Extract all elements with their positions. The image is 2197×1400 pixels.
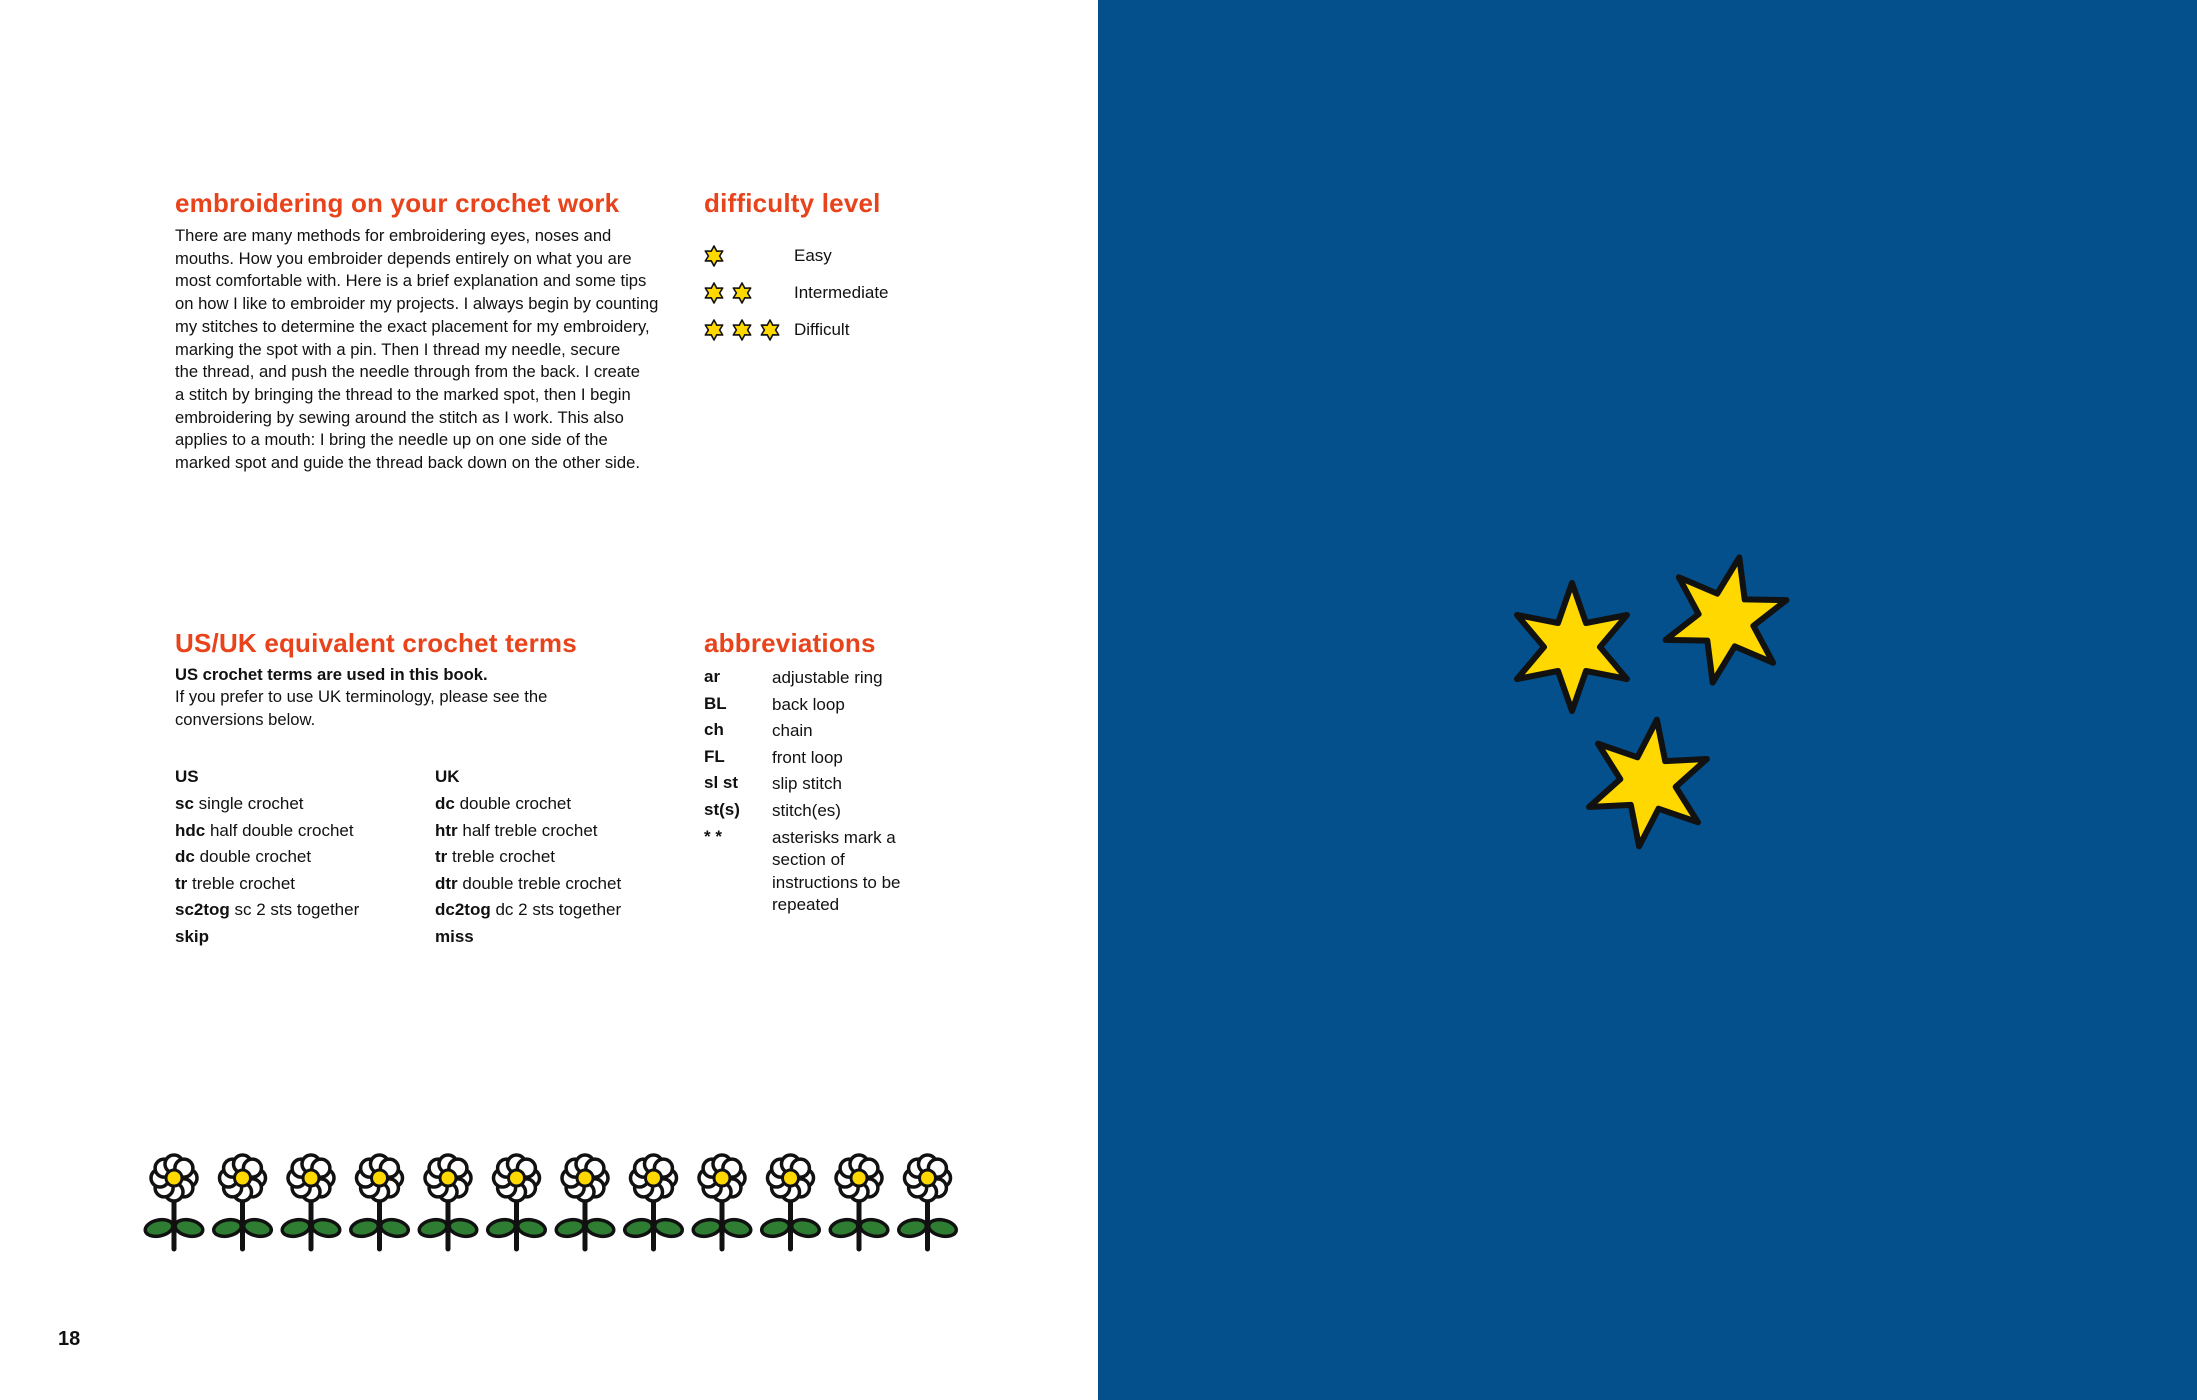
star-icon (701, 280, 727, 306)
term-description: sc 2 sts together (229, 900, 360, 920)
us-terms-column (175, 767, 359, 954)
uk-term-row (435, 821, 621, 848)
abbreviation-row (704, 800, 902, 827)
abbreviations-list (704, 667, 902, 917)
term-code: sc2tog (175, 900, 230, 920)
abbreviation-definition: chain (772, 721, 813, 741)
embroidering-body: There are many methods for embroidering eyes, noses and mouths. How you embroider depends entirely on what you are most comfortable with. Here is a brief explanation and some tips on how I like to embroider my projects. I always begin by counting my stitches to determine the exact placement for my embroidery, marking the spot with a pin. Then I thread my needle, secure the thread, and push the needle through from the back. I create a stitch by bringing the thread to the marked spot, then I begin embroidering by sewing around the stitch as I work. This also applies to a mouth: I bring the needle up on one side of the marked spot and guide the thread back down on the other side. (175, 226, 659, 473)
term-description: half treble crochet (457, 820, 598, 840)
abbreviation-row (704, 827, 902, 917)
daisy-icon (144, 1155, 205, 1249)
term-code: htr (435, 820, 458, 840)
daisy-icon (212, 1155, 273, 1249)
star-icon (1585, 712, 1712, 854)
uk-term-row (435, 900, 621, 927)
abbreviation-row (704, 720, 902, 747)
abbreviation-code: FL (704, 746, 725, 766)
daisy-icon (281, 1155, 342, 1249)
abbreviation-definition: asterisks mark a section of instructions to be repeated (772, 827, 901, 915)
us-term-row (175, 794, 359, 821)
term-code: skip (175, 926, 210, 946)
term-description: double crochet (454, 794, 572, 813)
abbreviation-row (704, 773, 902, 800)
us-term-row (175, 847, 359, 874)
term-code: hdc (175, 820, 206, 840)
abbreviation-row (704, 747, 902, 774)
daisy-icon (692, 1155, 753, 1249)
uk-term-row (435, 874, 621, 901)
term-code: dc (175, 847, 195, 867)
term-description: treble crochet (447, 847, 556, 867)
star-icon (729, 280, 755, 306)
us-term-row (175, 900, 359, 927)
terms-heading: US/UK equivalent crochet terms (175, 628, 577, 658)
daisy-icon (555, 1155, 616, 1249)
uk-term-row (435, 847, 621, 874)
star-icon (757, 317, 783, 343)
difficulty-label: Intermediate (794, 283, 889, 302)
abbreviation-row (704, 694, 902, 721)
abbreviation-definition: slip stitch (772, 774, 842, 794)
term-description: double treble crochet (457, 873, 622, 893)
abbreviation-row (704, 667, 902, 694)
star-icon (1659, 546, 1793, 694)
abbreviation-definition: adjustable ring (772, 668, 883, 687)
abbreviation-definition: front loop (772, 747, 843, 767)
daisy-icon (623, 1155, 684, 1249)
page-number: 18 (58, 1328, 81, 1350)
star-icon (701, 243, 727, 269)
uk-header: UK (435, 767, 460, 786)
term-description: double crochet (194, 847, 312, 867)
difficulty-label: Difficult (794, 320, 850, 339)
embroidering-heading: embroidering on your crochet work (175, 188, 620, 218)
term-code: tr (435, 847, 448, 867)
term-description: dc 2 sts together (490, 900, 622, 920)
term-code: sc (175, 794, 194, 813)
daisy-border-illustration (140, 1145, 960, 1260)
daisy-icon (760, 1155, 821, 1249)
terms-note: If you prefer to use UK terminology, please see the conversions below. (175, 687, 548, 729)
abbreviations-heading: abbreviations (704, 628, 876, 658)
terms-note-bold: US crochet terms are used in this book. (175, 665, 488, 684)
us-term-row (175, 874, 359, 901)
three-stars-illustration (1500, 545, 1800, 855)
us-header: US (175, 767, 199, 786)
us-term-row (175, 821, 359, 848)
daisy-icon (897, 1155, 958, 1249)
daisy-icon (829, 1155, 890, 1249)
term-code: dc (435, 794, 455, 813)
abbreviation-code: sl st (704, 773, 739, 793)
abbreviation-code: BL (704, 693, 727, 713)
uk-terms-column (435, 767, 621, 954)
uk-term-row (435, 927, 621, 954)
daisy-icon (486, 1155, 547, 1249)
abbreviation-code: * * (704, 826, 722, 846)
abbreviation-definition: back loop (772, 694, 845, 714)
us-term-row (175, 927, 359, 954)
abbreviation-code: ch (704, 720, 724, 740)
star-icon (701, 317, 727, 343)
term-code: dc2tog (435, 900, 491, 920)
term-code: tr (175, 873, 188, 893)
term-code: miss (435, 926, 474, 946)
star-icon (1517, 583, 1627, 711)
difficulty-heading: difficulty level (704, 188, 881, 218)
daisy-icon (349, 1155, 410, 1249)
abbreviation-code: ar (704, 667, 721, 686)
star-icon (729, 317, 755, 343)
daisy-icon (418, 1155, 479, 1249)
abbreviation-code: st(s) (704, 799, 740, 819)
abbreviation-definition: stitch(es) (772, 800, 841, 820)
term-description: treble crochet (187, 873, 296, 893)
uk-term-row (435, 794, 621, 821)
term-description: single crochet (193, 794, 304, 813)
difficulty-label: Easy (794, 246, 832, 265)
term-description: half double crochet (205, 820, 354, 840)
term-code: dtr (435, 873, 458, 893)
